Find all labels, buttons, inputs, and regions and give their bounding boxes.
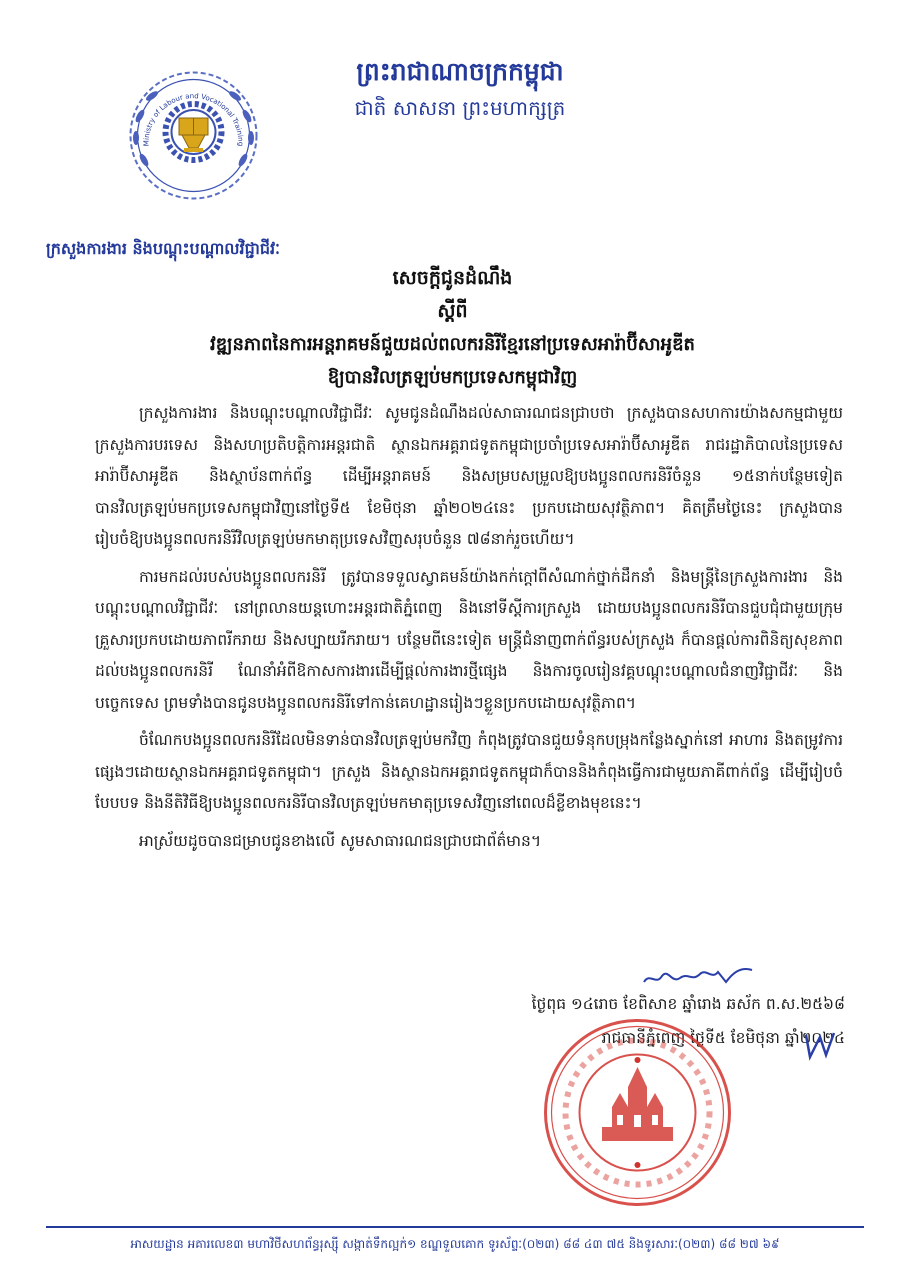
ministry-logo (126, 68, 261, 203)
closing-line: អាស្រ័យដូចបានជម្រាបជូនខាងលើ សូមសាធារណជនជ្រាបជាព័ត៌មាន។ (139, 831, 542, 850)
document-subject-line-2: ឱ្យបានវិលត្រឡប់មកប្រទេសកម្ពុជាវិញ (327, 367, 578, 388)
logo-caption: Ministry of Labour and Vocational Training (142, 92, 245, 147)
body-paragraph-1: ក្រសួងការងារ និងបណ្តុះបណ្តាលវិជ្ជាជីវៈ សូមជូនដំណឹងដល់សាធារណជនជ្រាបថា ក្រសួងបានសហការយ៉ាងសកម្មជាមួយក្រសួងការបរទេស និងសហប្រតិបត្តិការអន្តរជាតិ ស្ថានឯកអគ្គរាជទូតកម្ពុជាប្រចាំប្រទេសអារ៉ាប៊ីសាអូឌីត រាជរដ្ឋាភិបាលនៃប្រទេសអារ៉ាប៊ីសាអូឌីត និងស្ថាប័នពាក់ព័ន្ធ ដើម្បីអន្តរាគមន៍ និងសម្របសម្រួលឱ្យបងប្អូនពលករនិរីចំនួន ១៥នាក់បន្ថែមទៀត បានវិលត្រឡប់មកប្រទេសកម្ពុជាវិញនៅថ្ងៃទី៥ ខែមិថុនា ឆ្នាំ២០២៤នេះ ប្រកបដោយសុវត្ថិភាព។ គិតត្រឹមថ្ងៃនេះ ក្រសួងបានរៀបចំឱ្យបងប្អូនពលករនិរីវិលត្រឡប់មកមាតុប្រទេសវិញសរុបចំនួន ៧៨នាក់រួចហើយ។ (95, 404, 843, 548)
solar-date: រាជធានីភ្នំពេញ ថ្ងៃទី៥ ខែមិថុនា ឆ្នាំ២០២៤ (601, 1029, 845, 1047)
initial-mark (800, 1025, 840, 1065)
kingdom-header (300, 52, 620, 124)
document-subtitle: ស្តីពី (437, 300, 468, 322)
document-subject-line-1: វឌ្ឍនភាពនៃការអន្តរាគមន៍ជួយដល់ពលករនិរីខ្មែរនៅប្រទេសអារ៉ាប៊ីសាអូឌីត (210, 334, 695, 355)
footer-divider (46, 1226, 864, 1228)
document-title: សេចក្តីជូនដំណឹង (392, 267, 513, 289)
body-paragraph-3: ចំណែកបងប្អូនពលករនិរីដែលមិនទាន់បានវិលត្រឡប់មកវិញ កំពុងត្រូវបានជួយទំនុកបម្រុងកន្លែងស្នាក់នៅ អាហារ និងតម្រូវការផ្សេងៗដោយស្ថានឯកអគ្គរាជទូតកម្ពុជា។ ក្រសួង និងស្ថានឯកអគ្គរាជទូតកម្ពុជាក៏បាននិងកំពុងធ្វើការជាមួយភាគីពាក់ព័ន្ធ ដើម្បីរៀបចំបែបបទ និងនីតិវិធីឱ្យបងប្អូនពលករនិរីបានវិលត្រឡប់មកមាតុប្រទេសវិញនៅពេលដ៏ខ្លីខាងមុខនេះ។ (95, 731, 843, 812)
document-body (95, 398, 843, 863)
document-title-block (60, 262, 845, 394)
lunar-date: ថ្ងៃពុធ ១៤រោច ខែពិសាខ ឆ្នាំរោង ឆស័ក ព.ស.២៥៦៨ (531, 995, 845, 1013)
official-seal (540, 1015, 735, 1210)
ministry-name: ក្រសួងការងារ និងបណ្តុះបណ្តាលវិជ្ជាជីវៈ (46, 239, 280, 258)
footer-address: អាសយដ្ឋាន អគារលេខ៣ មហាវិថីសហព័ន្ធរុស្ស៊ី សង្កាត់ទឹកល្អក់១ ខណ្ឌទួលគោក ទូរស័ព្ទៈ(០២៣) ៨៨ ៤៣ ៧៥ និងទូរសារៈ(០២៣) ៨៨ ២៧ ៦៩ (130, 1237, 780, 1251)
body-paragraph-2: ការមកដល់របស់បងប្អូនពលករនិរី ត្រូវបានទទួលស្វាគមន៍យ៉ាងកក់ក្តៅពីសំណាក់ថ្នាក់ដឹកនាំ និងមន្ត្រីនៃក្រសួងការងារ និងបណ្តុះបណ្តាលវិជ្ជាជីវៈ នៅព្រលានយន្តហោះអន្តរជាតិភ្នំពេញ និងនៅទីស្តីការក្រសួង ដោយបងប្អូនពលករនិរីបានជួបជុំជាមួយក្រុមគ្រួសារប្រកបដោយភាពរីករាយ និងសប្បាយរីករាយ។ បន្ថែមពីនេះទៀត មន្ត្រីជំនាញពាក់ព័ន្ធរបស់ក្រសួង ក៏បានផ្តល់ការពិនិត្យសុខភាពដល់បងប្អូនពលករនិរី ណែនាំអំពីឱកាសការងារដើម្បីផ្តល់ការងារថ្មីផ្សេង និងការចូលរៀនវគ្គបណ្តុះបណ្តាលជំនាញវិជ្ជាជីវៈ និងបច្ចេកទេស ព្រមទាំងបានជូនបងប្អូនពលករនិរីទៅកាន់គេហដ្ឋានរៀងៗខ្លួនប្រកបដោយសុវត្ថិភាព។ (95, 567, 843, 712)
kingdom-title: ព្រះរាជាណាចក្រកម្ពុជា (356, 57, 564, 86)
national-motto: ជាតិ សាសនា ព្រះមហាក្សត្រ (354, 96, 566, 120)
